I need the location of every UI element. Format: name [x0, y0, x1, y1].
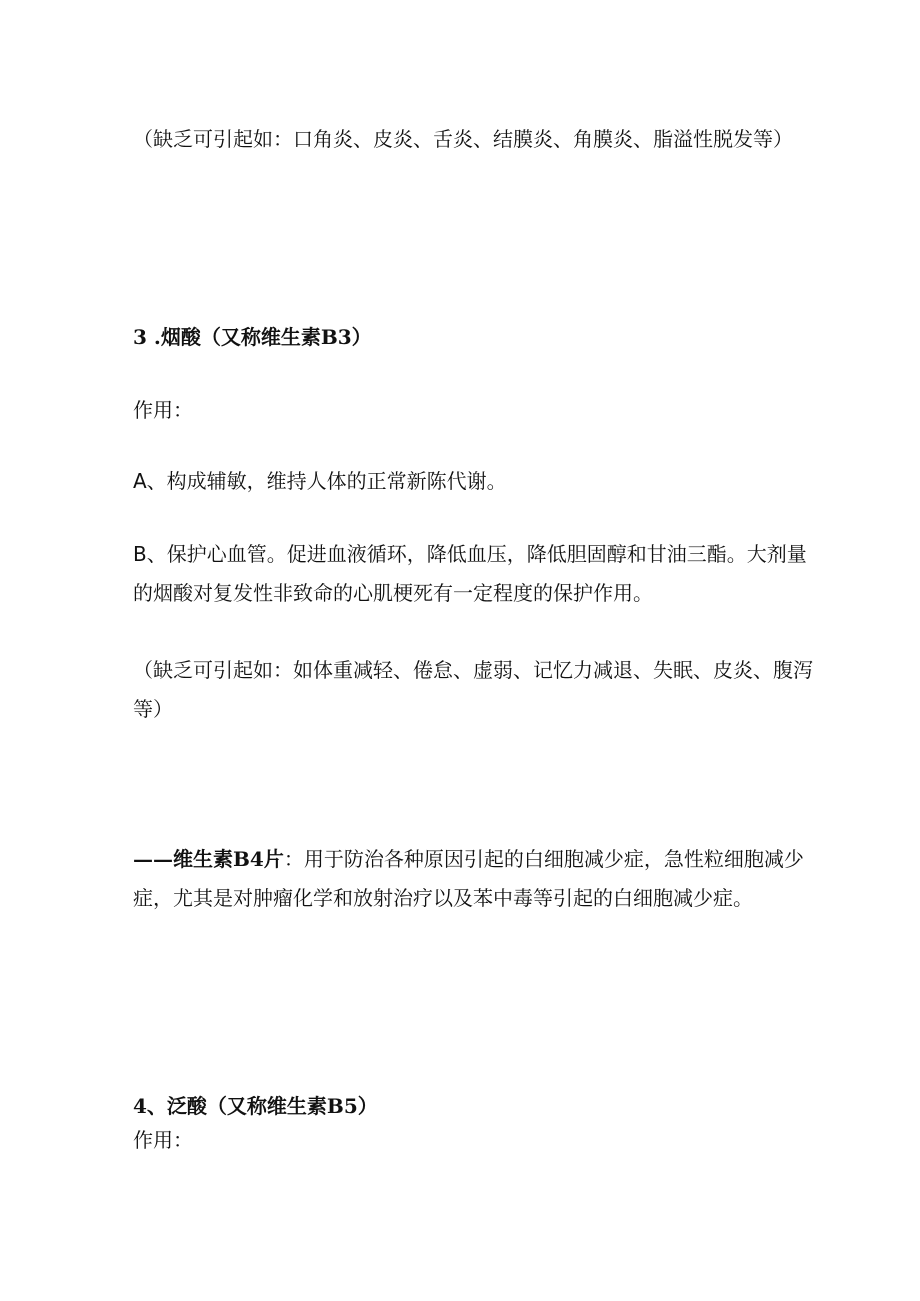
pantothenic-function-label: 作用： — [133, 1128, 193, 1152]
niacin-deficiency-note: （缺乏可引起如：如体重减轻、倦怠、虚弱、记忆力减退、失眠、皮炎、腹泻等） — [133, 658, 813, 721]
niacin-item-a: A、构成辅敏，维持人体的正常新陈代谢。 — [133, 469, 507, 493]
b4-tablet-lead: ——维生素B4片 — [133, 847, 284, 871]
b2-deficiency-note: （缺乏可引起如：口角炎、皮炎、舌炎、结膜炎、角膜炎、脂溢性脱发等） — [133, 127, 793, 151]
pantothenic-heading: 4、泛酸（又称维生素B5） — [133, 1094, 378, 1118]
b4-tablet-text: ：用于防治各种原因引起的白细胞减少症，急性粒细胞减少症，尤其是对肿瘤化学和放射治疗以及苯中毒等引起的白细胞减少症。 — [133, 847, 804, 910]
b4-tablet-paragraph — [133, 840, 813, 918]
niacin-item-b: B、保护心血管。促进血液循环，降低血压，降低胆固醇和甘油三酯。大剂量的烟酸对复发性非致命的心肌梗死有一定程度的保护作用。 — [133, 542, 807, 605]
niacin-function-label: 作用： — [133, 398, 193, 422]
niacin-heading: 3 .烟酸（又称维生素B3） — [133, 325, 372, 349]
